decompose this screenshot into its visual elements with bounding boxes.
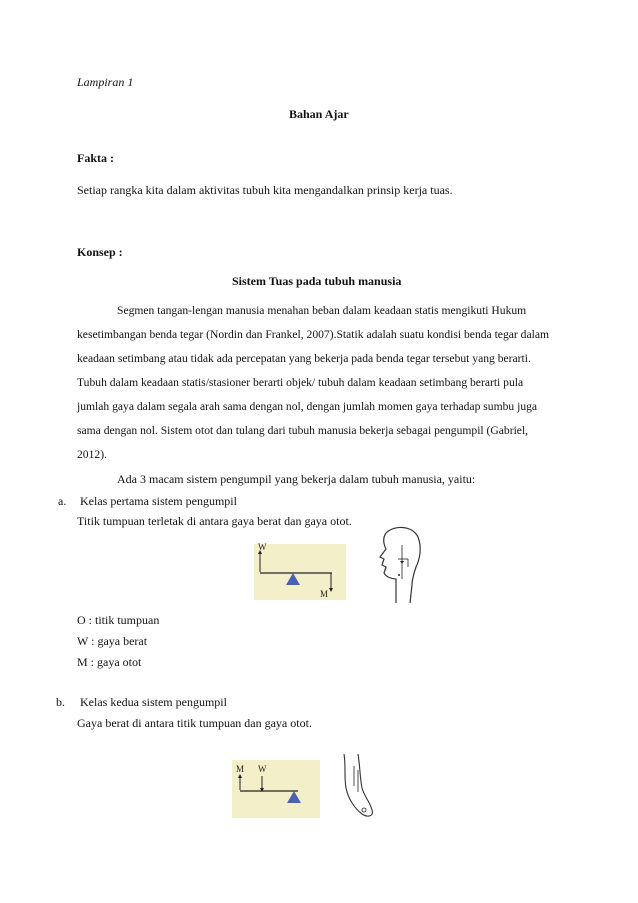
weight-label: W — [258, 542, 267, 552]
lever-types-intro: Ada 3 macam sistem pengumpil yang bekerja dalam tubuh manusia, yaitu: — [117, 472, 476, 486]
head-fulcrum — [400, 561, 404, 564]
weight-label: W — [258, 764, 267, 774]
fakta-text: Setiap rangka kita dalam aktivitas tubuh kita mengandalkan prinsip kerja tuas. — [77, 183, 453, 197]
class-a-marker: a. — [58, 494, 67, 508]
foot-lever-illustration — [336, 752, 378, 820]
konsep-heading: Konsep : — [77, 245, 123, 259]
second-class-lever-diagram — [232, 758, 320, 820]
paragraph-line: Tubuh dalam keadaan statis/stasioner berarti objek/ tubuh dalam keadaan setimbang berarti pula — [77, 376, 524, 389]
first-class-lever-diagram — [254, 540, 346, 602]
diagram-background — [232, 760, 320, 818]
head-weight-marker — [398, 574, 400, 576]
paragraph-line: keadaan setimbang atau tidak ada percepatan yang bekerja pada benda tegar tersebut yang berarti. — [77, 352, 531, 365]
foot-fulcrum-marker — [362, 808, 366, 812]
legend-muscle: M : gaya otot — [77, 655, 142, 669]
class-b-title: Kelas kedua sistem pengumpil — [80, 695, 227, 709]
appendix-label: Lampiran 1 — [77, 75, 134, 89]
paragraph-line: Segmen tangan-lengan manusia menahan beban dalam keadaan statis mengikuti Hukum — [117, 304, 527, 317]
paragraph-line: kesetimbangan benda tegar (Nordin dan Frankel, 2007).Statik adalah suatu kondisi benda tegar dalam — [77, 328, 549, 341]
head-lever-illustration — [366, 523, 428, 605]
muscle-label: M — [236, 764, 245, 774]
class-b-marker: b. — [56, 695, 65, 709]
konsep-subtitle: Sistem Tuas pada tubuh manusia — [232, 274, 402, 288]
paragraph-line: sama dengan nol. Sistem otot dan tulang dari tubuh manusia bekerja sebagai pengumpil (Gabriel, — [77, 424, 529, 437]
paragraph-line: 2012). — [77, 448, 107, 461]
fakta-heading: Fakta : — [77, 151, 114, 165]
paragraph-line: jumlah gaya dalam segala arah sama dengan nol, dengan jumlah momen gaya terhadap sumbu juga — [77, 400, 538, 413]
class-a-title: Kelas pertama sistem pengumpil — [80, 494, 237, 508]
diagram-background — [254, 544, 346, 600]
class-a-desc: Titik tumpuan terletak di antara gaya berat dan gaya otot. — [77, 514, 352, 528]
page-title: Bahan Ajar — [289, 107, 349, 121]
class-b-desc: Gaya berat di antara titik tumpuan dan gaya otot. — [77, 716, 312, 730]
face-outline — [380, 533, 396, 603]
legend-fulcrum: O : titik tumpuan — [77, 613, 160, 627]
head-back-outline — [386, 527, 420, 603]
legend-weight: W : gaya berat — [77, 634, 148, 648]
muscle-label: M — [320, 589, 329, 599]
